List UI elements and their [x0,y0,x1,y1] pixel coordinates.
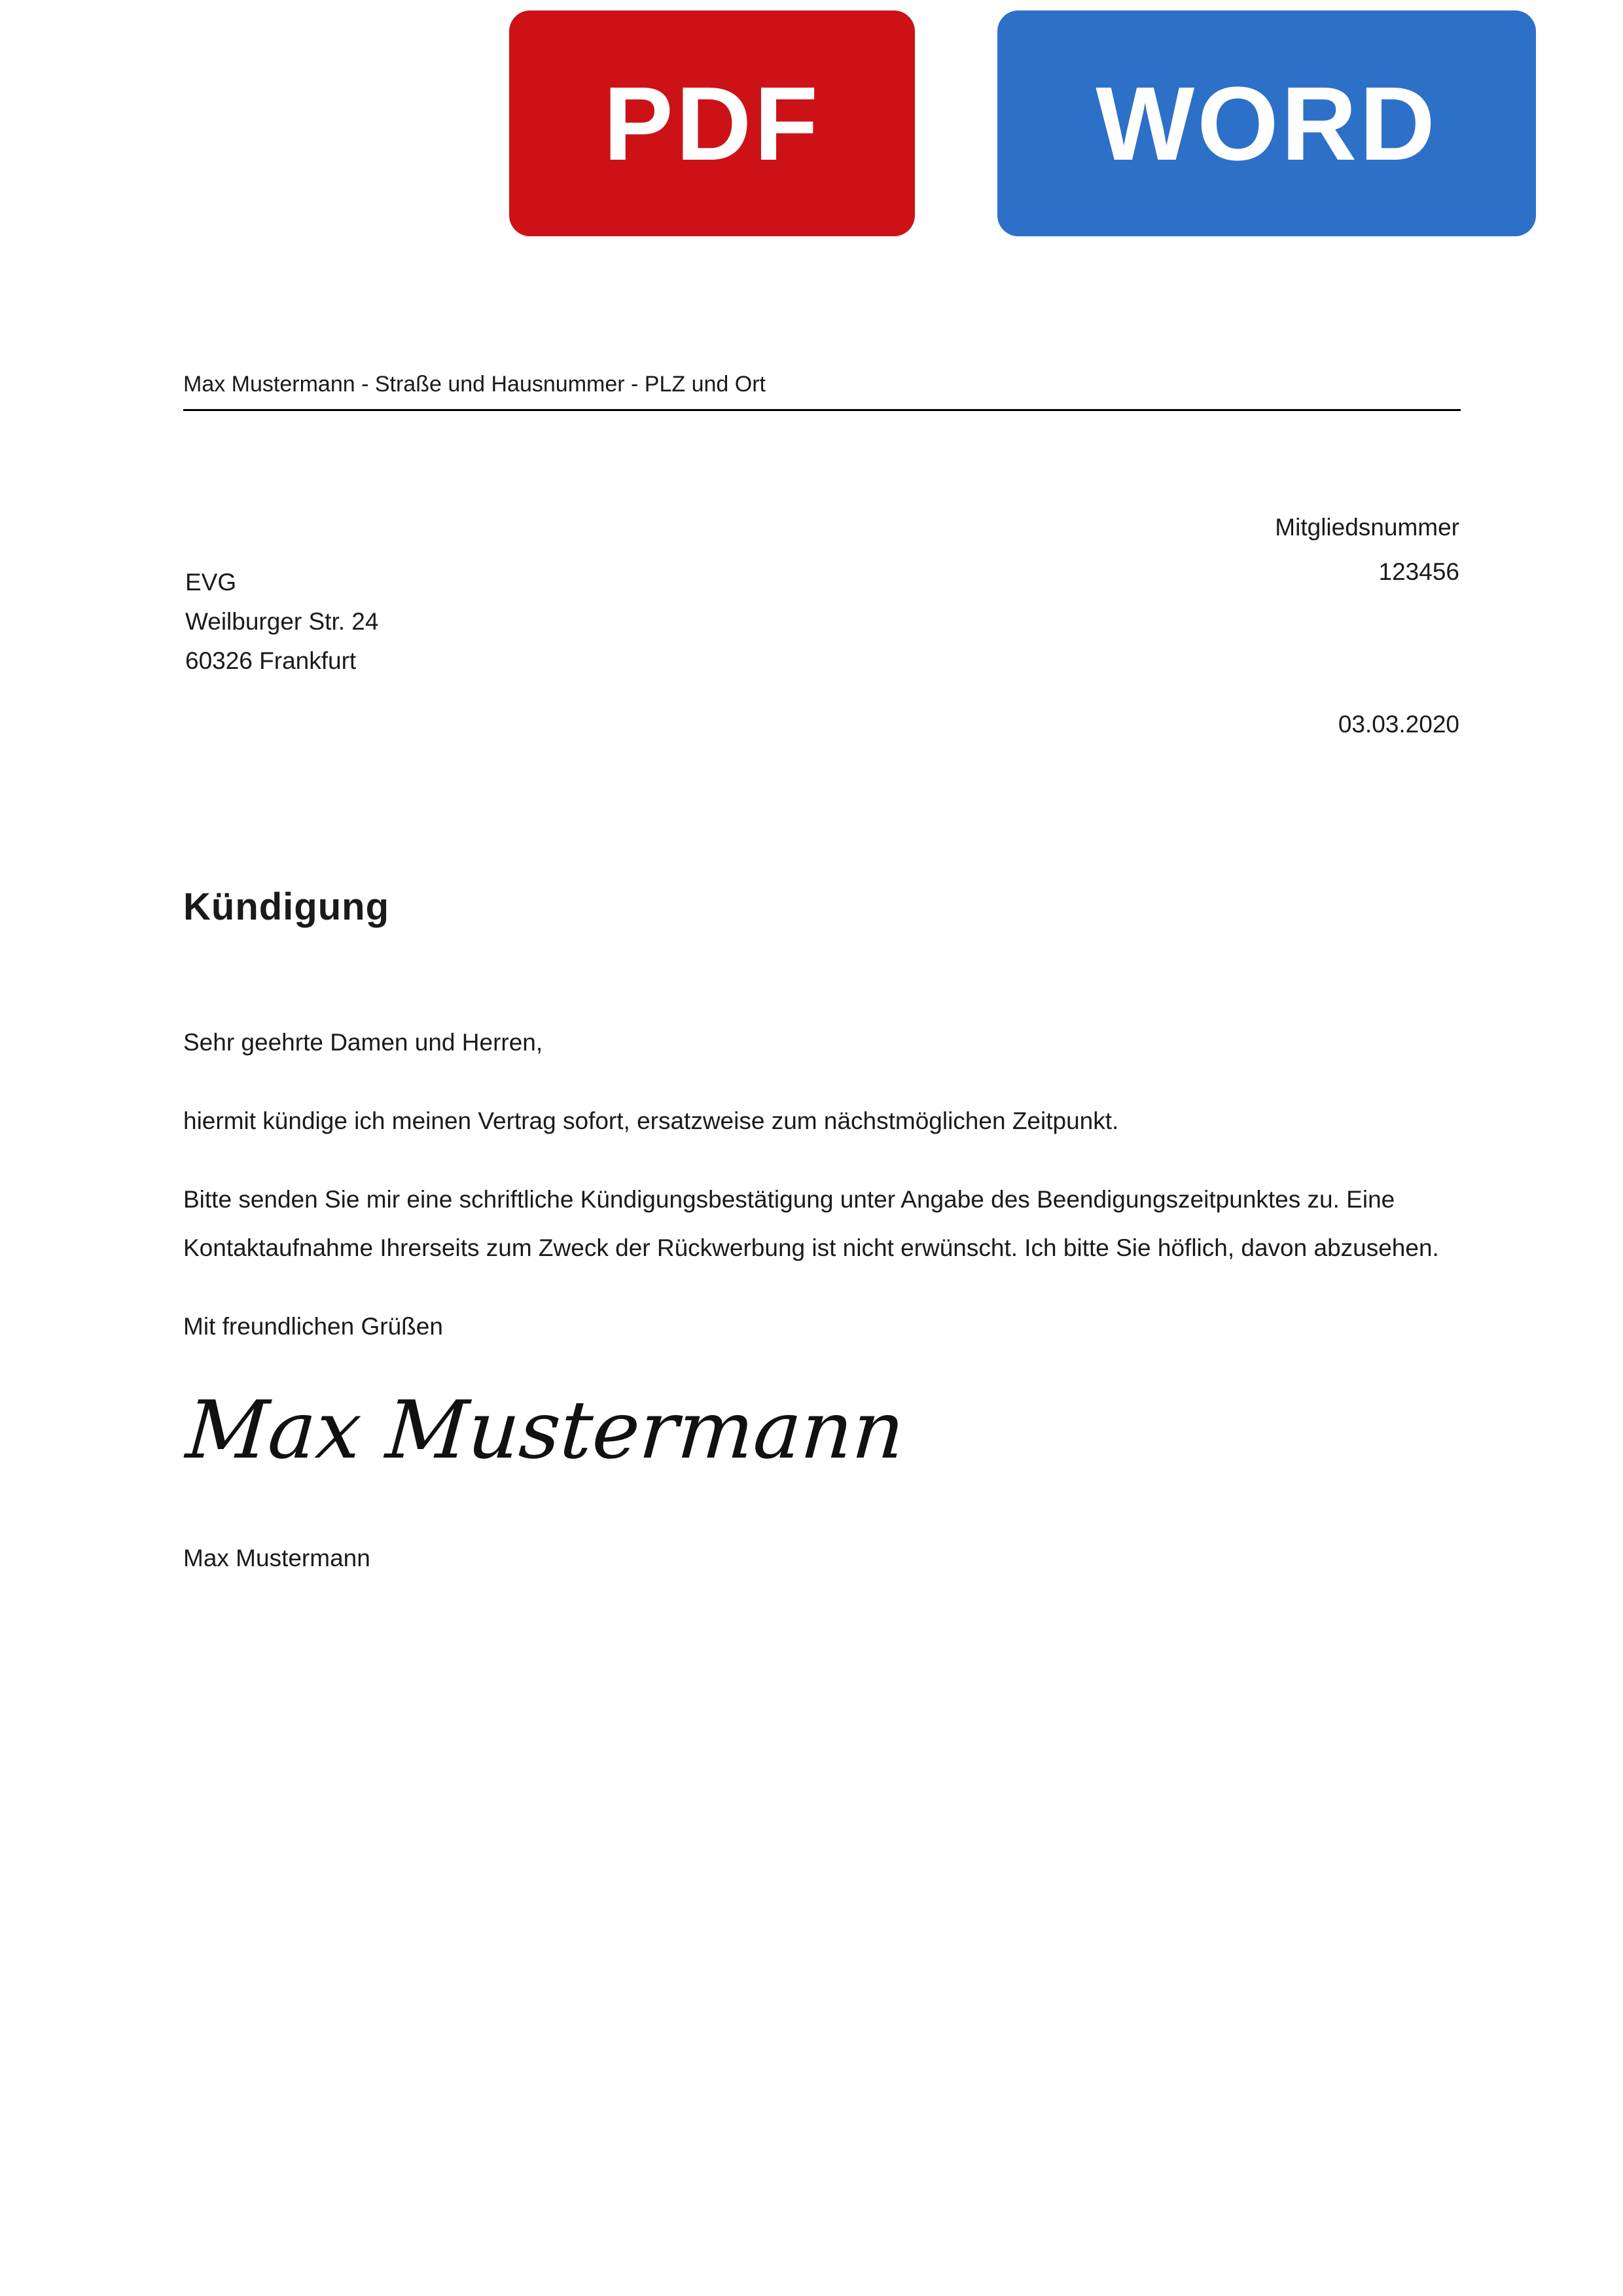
handwritten-signature: Max Mustermann [183,1384,908,1477]
letter-date: 03.03.2020 [1338,711,1459,738]
word-download-button[interactable]: WORD [997,10,1536,236]
letter-body [183,1018,1466,1583]
recipient-city: 60326 Frankfurt [185,647,357,674]
paragraph-1: hiermit kündige ich meinen Vertrag sofort, ersatzweise zum nächstmöglichen Zeitpunkt. [183,1107,1119,1134]
recipient-address [185,563,378,681]
paragraph-2: Bitte senden Sie mir eine schriftliche Kündigungsbestätigung unter Angabe des Beendigungszeitpunktes zu. Eine Kontaktaufnahme Ihrerseits zum Zweck der Rückwerbung ist nicht erwünscht. Ich bitte Sie höflich, davon abzusehen. [183,1186,1439,1261]
recipient-street: Weilburger Str. 24 [185,608,379,635]
membership-number: 123456 [1378,558,1459,585]
signer-name: Max Mustermann [183,1545,370,1571]
closing: Mit freundlichen Grüßen [183,1313,443,1340]
recipient-name: EVG [185,569,237,596]
salutation: Sehr geehrte Damen und Herren, [183,1029,543,1056]
subject-heading: Kündigung [183,886,390,928]
membership-block [1275,505,1459,594]
sender-line: Max Mustermann - Straße und Hausnummer - PLZ und Ort [183,372,1461,411]
membership-label: Mitgliedsnummer [1275,514,1459,541]
pdf-download-button[interactable]: PDF [509,10,915,236]
